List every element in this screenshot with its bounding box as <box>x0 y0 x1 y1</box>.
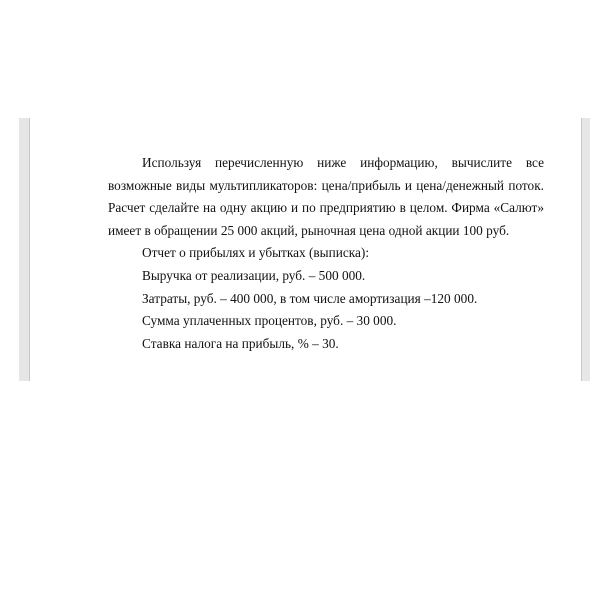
report-item-revenue: Выручка от реализации, руб. – 500 000. <box>142 267 366 283</box>
left-page-edge <box>19 118 30 381</box>
intro-paragraph: Используя перечисленную ниже информацию, вычислите все возможные виды мультипликаторов: цена/прибыль и цена/денежный поток. Расчет сделайте на одну акцию и по предприятию в целом. Фирма «Салют» имеет в обращении 25 000 акций, рыночная цена одной акции 100 руб. <box>108 155 544 238</box>
document-body <box>108 152 544 355</box>
right-page-edge <box>581 118 590 381</box>
report-item-interest: Сумма уплаченных процентов, руб. – 30 000. <box>142 313 397 329</box>
report-item-tax-rate: Ставка налога на прибыль, % – 30. <box>142 335 339 351</box>
report-heading: Отчет о прибылях и убытках (выписка): <box>142 245 370 261</box>
report-item-costs: Затраты, руб. – 400 000, в том числе амортизация –120 000. <box>142 290 478 306</box>
